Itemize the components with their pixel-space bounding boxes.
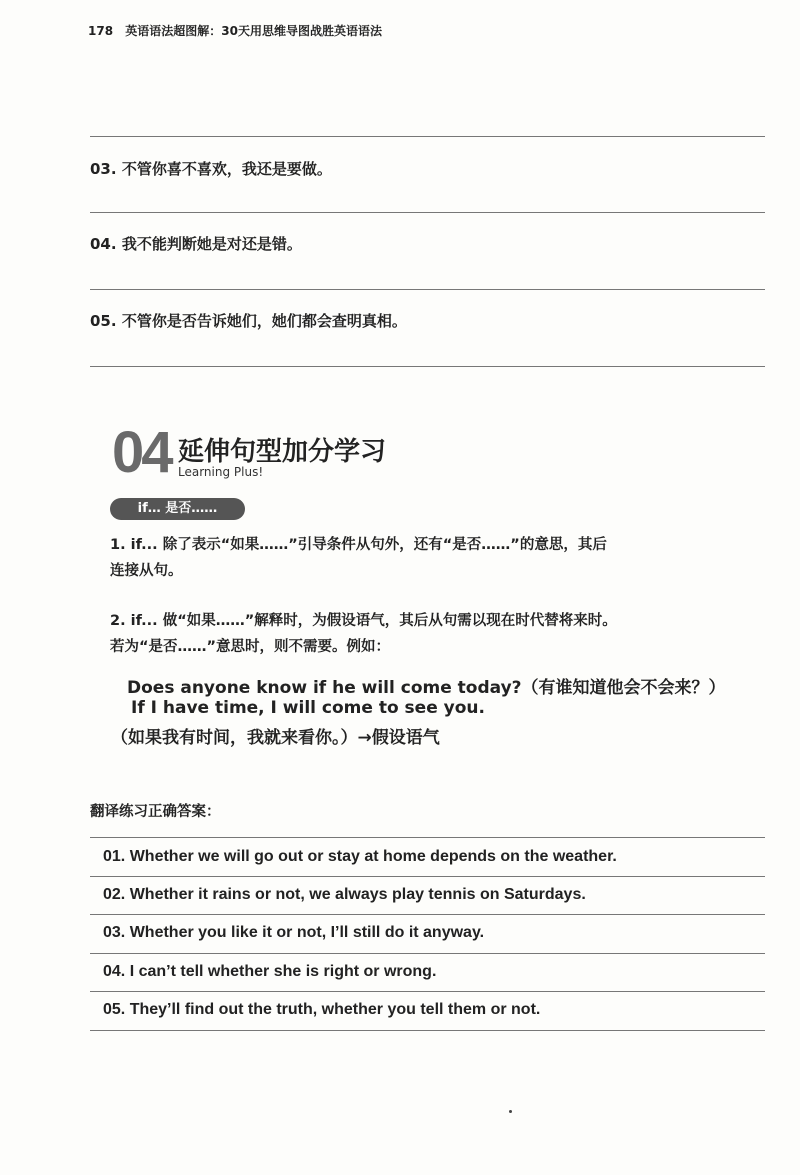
print-speck [509,1110,512,1113]
answer-line [90,953,765,954]
example-translation: （如果我有时间，我就来看你。）→假设语气 [111,728,440,748]
example-sentence-2: If I have time, I will come to see you. [131,698,485,718]
exercise-number: 04. [90,235,117,253]
answer-item: 01. Whether we will go out or stay at home depends on the weather. [103,848,617,865]
paragraph-line: 连接从句。 [110,563,183,579]
exercise-text: 不管你喜不喜欢，我还是要做。 [121,160,332,178]
topic-tag: if… 是否…… [110,498,245,520]
answer-line [90,136,765,137]
answer-item: 04. I can’t tell whether she is right or wrong. [103,963,437,980]
answer-line [90,991,765,992]
answers-title: 翻译练习正确答案： [90,804,221,820]
answer-line [90,876,765,877]
book-title: 英语语法超图解：30天用思维导图战胜英语语法 [125,24,382,38]
answer-line [90,212,765,213]
exercise-item [90,158,332,179]
exercise-number: 05. [90,312,117,330]
example-sentence-1: Does anyone know if he will come today?（有谁知道他会不会来？） [127,678,726,698]
answer-line [90,289,765,290]
page-number: 178 [88,24,114,38]
answer-line [90,914,765,915]
section-title: 延伸句型加分学习 [178,437,387,467]
answer-line [90,1030,765,1031]
answer-line [90,837,765,838]
paragraph-line: 2. if... 做“如果……”解释时，为假设语气，其后从句需以现在时代替将来时。 [110,613,617,629]
exercise-item [90,233,302,254]
answer-item: 02. Whether it rains or not, we always play tennis on Saturdays. [103,886,586,903]
section-number: 04 [112,420,171,485]
exercise-text: 我不能判断她是对还是错。 [121,235,302,253]
section-subtitle: Learning Plus! [178,465,264,479]
page-header [88,22,382,39]
exercise-text: 不管你是否告诉她们，她们都会查明真相。 [121,312,407,330]
answer-item: 05. They’ll find out the truth, whether you tell them or not. [103,1001,541,1018]
answer-item: 03. Whether you like it or not, I’ll still do it anyway. [103,924,485,941]
exercise-number: 03. [90,160,117,178]
rule-paragraph-1 [110,532,770,584]
paragraph-line: 若为“是否……”意思时，则不需要。例如： [110,639,391,655]
exercise-item [90,310,407,331]
paragraph-line: 1. if... 除了表示“如果……”引导条件从句外，还有“是否……”的意思，其后 [110,537,607,553]
rule-paragraph-2 [110,608,770,660]
answer-line [90,366,765,367]
